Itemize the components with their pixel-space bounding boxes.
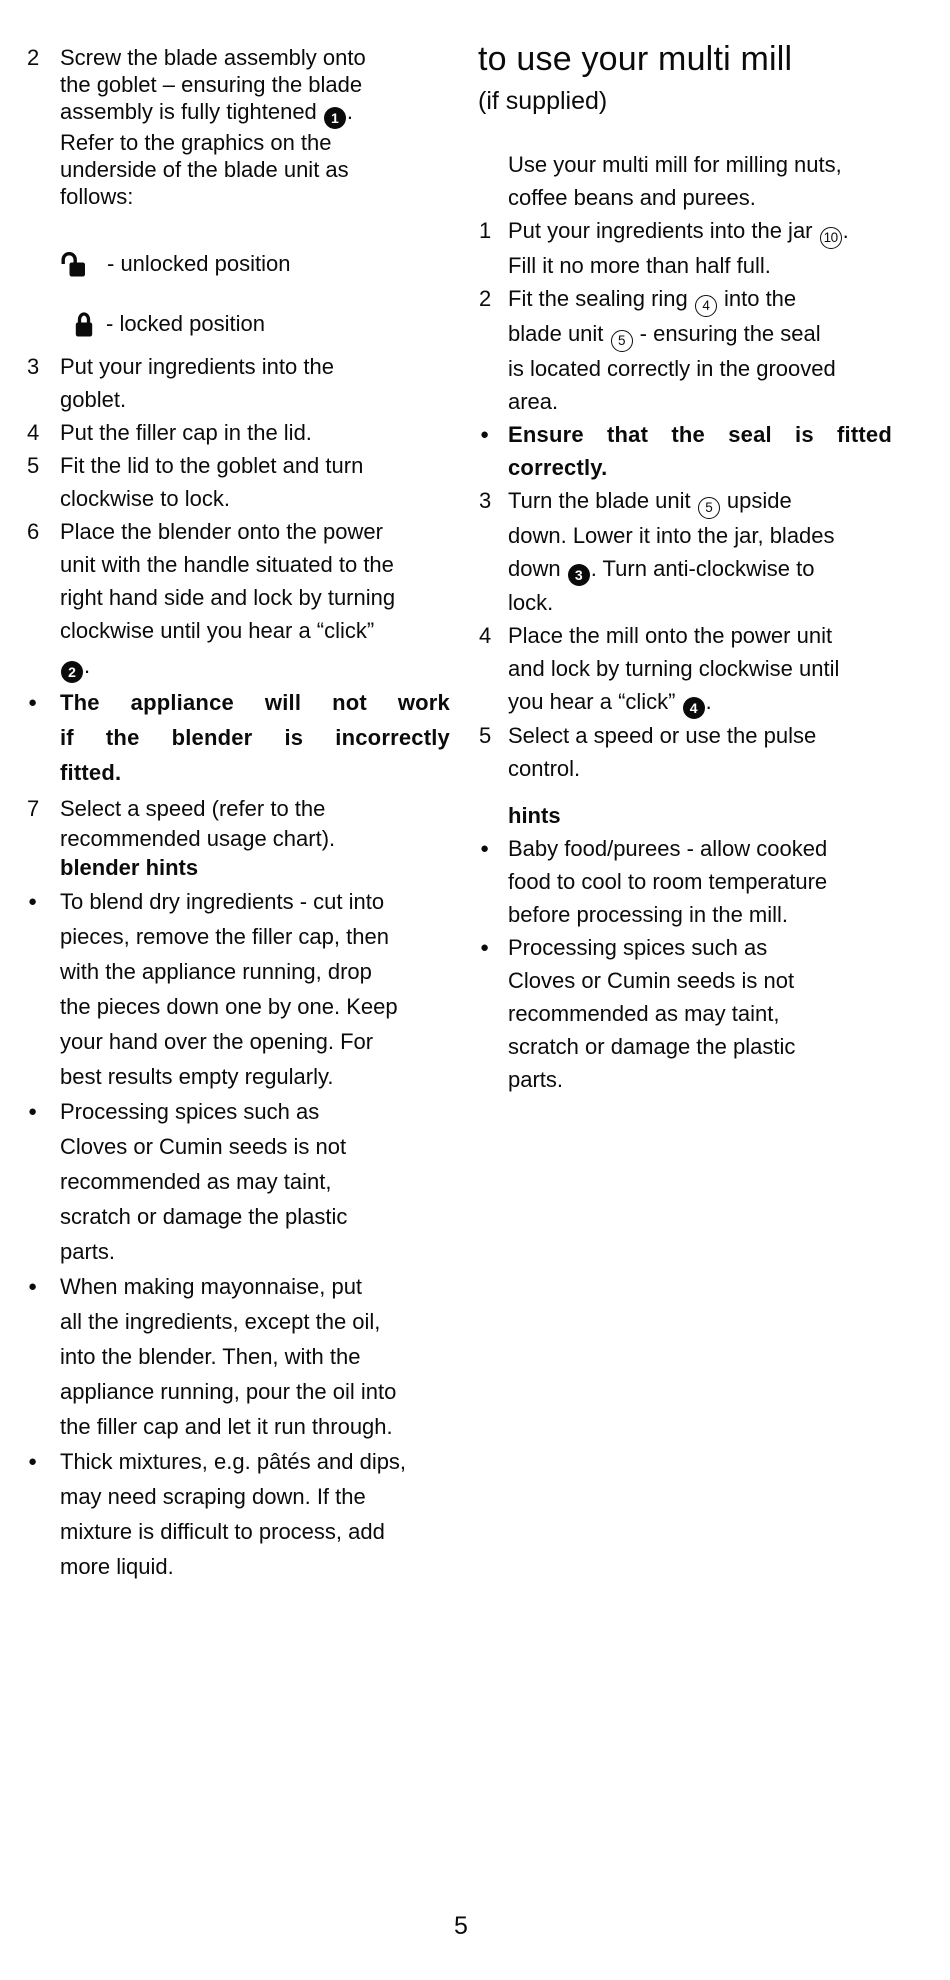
hints-heading [478,799,892,832]
step-item [478,619,892,719]
text-line: if the blender is incorrectly [60,725,450,750]
text-line: mixture is difficult to process, add [60,1519,385,1544]
text-line: Use your multi mill for milling nuts, [508,152,842,177]
text-line: Place the blender onto the power [60,519,383,544]
text-line: Baby food/purees - allow cooked [508,836,828,861]
text-line: area. [508,389,559,414]
text-line: blade unit 5 - ensuring the seal [508,317,892,352]
text-line: Put your ingredients into the [60,354,334,379]
warning-bullet [26,685,450,790]
text-line: underside of the blade unit as [60,157,349,182]
step-number: 6 [27,519,40,544]
hint-bullet [26,1094,450,1269]
text-line: recommended as may taint, [508,1001,780,1026]
hint-bullet [26,884,450,1094]
section-subtitle: (if supplied) [478,87,608,115]
bullet-marker: ● [28,893,38,910]
text-line: Cloves or Cumin seeds is not [508,968,795,993]
step-item [478,214,892,282]
icon-legend-row [26,238,450,290]
left-column [26,0,450,1584]
text-line: Ensure that the seal is fitted [508,422,892,447]
filled-number-badge: 2 [61,661,83,683]
text-line: To blend dry ingredients - cut into [60,889,385,914]
text-line: assembly is fully tightened 1 . [60,98,450,129]
icon-legend-label: - unlocked position [107,251,291,276]
filled-number-badge: 4 [683,697,705,719]
section-title: to use your multi mill [478,40,793,78]
text-line: Select a speed or use the pulse [508,723,817,748]
text-line: Cloves or Cumin seeds is not [60,1134,347,1159]
text-line: into the blender. Then, with the [60,1344,361,1369]
step-number: 3 [27,354,40,379]
step-item [478,719,892,785]
hint-bullet [26,1444,450,1584]
bullet-marker: ● [28,1103,38,1120]
step-number: 5 [479,723,492,748]
text-line: Put the filler cap in the lid. [60,420,312,445]
text-line: scratch or damage the plastic [508,1034,796,1059]
text-line: Select a speed (refer to the [60,796,326,821]
text-line: appliance running, pour the oil into [60,1379,397,1404]
outlined-number-badge: 5 [698,497,720,519]
text-line: Fit the sealing ring 4 into the [508,282,892,317]
step-item [26,350,450,416]
text-line: the goblet – ensuring the blade [60,72,363,97]
text-line: and lock by turning clockwise until [508,656,840,681]
text-line: right hand side and lock by turning [60,585,396,610]
text-line: the pieces down one by one. Keep [60,994,398,1019]
text-line: Fill it no more than half full. [508,253,771,278]
step-item [26,44,450,210]
text-line: coffee beans and purees. [508,185,756,210]
text-line: your hand over the opening. For [60,1029,374,1054]
text-line: When making mayonnaise, put [60,1274,363,1299]
hint-bullet [26,1269,450,1444]
bullet-marker: ● [480,426,490,443]
text-line: down 3 . Turn anti-clockwise to [508,552,892,586]
unlock-icon [60,251,90,278]
text-line: control. [508,756,581,781]
step-item [26,794,450,854]
outlined-number-badge: 10 [820,227,842,249]
text-line: clockwise to lock. [60,486,230,511]
text-line: Turn the blade unit 5 upside [508,484,892,519]
right-column [478,0,892,1096]
outlined-number-badge: 5 [611,330,633,352]
text-line: clockwise until you hear a “click” [60,618,375,643]
text-line: parts. [60,1239,116,1264]
text-line: unit with the handle situated to the [60,552,394,577]
filled-number-badge: 3 [568,564,590,586]
step-number: 2 [479,286,492,311]
step-item [26,515,450,685]
step-item [478,282,892,418]
step-number: 1 [479,218,492,243]
bullet-marker: ● [28,1453,38,1470]
text-line: Screw the blade assembly onto [60,45,366,70]
text-line: fitted. [60,760,122,785]
text-line: pieces, remove the filler cap, then [60,924,389,949]
text-line: hints [508,803,561,828]
hint-bullet [478,832,892,931]
text-line: Place the mill onto the power unit [508,623,833,648]
icon-legend-row [26,298,450,350]
text-line: before processing in the mill. [508,902,789,927]
hint-bullet [478,931,892,1096]
step-number: 4 [27,420,40,445]
text-line: with the appliance running, drop [60,959,372,984]
text-line: The appliance will not work [60,690,450,715]
text-line: Processing spices such as [508,935,768,960]
text-line: recommended as may taint, [60,1169,332,1194]
text-line: blender hints [60,855,199,880]
text-line: down. Lower it into the jar, blades [508,523,835,548]
text-line: 2 . [60,647,450,685]
text-line: best results empty regularly. [60,1064,334,1089]
text-line: the filler cap and let it run through. [60,1414,393,1439]
text-line: Fit the lid to the goblet and turn [60,453,364,478]
text-line: follows: [60,184,134,209]
step-number: 3 [479,488,492,513]
text-line: lock. [508,590,554,615]
text-line: Processing spices such as [60,1099,320,1124]
step-item [26,416,450,449]
outlined-number-badge: 4 [695,295,717,317]
text-line: is located correctly in the grooved [508,356,836,381]
bullet-marker: ● [480,939,490,956]
hints-heading [26,854,450,881]
filled-number-badge: 1 [324,107,346,129]
step-number: 5 [27,453,40,478]
text-line: recommended usage chart). [60,826,336,851]
step-number: 2 [27,45,40,70]
text-line: correctly. [508,455,608,480]
text-line: Thick mixtures, e.g. pâtés and dips, [60,1449,407,1474]
text-line: parts. [508,1067,564,1092]
text-line: scratch or damage the plastic [60,1204,348,1229]
text-line: Refer to the graphics on the [60,130,332,155]
step-number: 4 [479,623,492,648]
lock-icon [73,311,95,338]
bullet-marker: ● [28,1278,38,1295]
text-line: may need scraping down. If the [60,1484,366,1509]
text-line: goblet. [60,387,127,412]
text-line: Put your ingredients into the jar 10 . [508,214,892,249]
step-number: 7 [27,796,40,821]
text-line: all the ingredients, except the oil, [60,1309,381,1334]
text-line: food to cool to room temperature [508,869,828,894]
warning-bullet [478,418,892,484]
text-line: more liquid. [60,1554,174,1579]
text-line: you hear a “click” 4 . [508,685,892,719]
icon-legend-label: - locked position [106,311,265,336]
page-number: 5 [454,1912,468,1940]
intro-paragraph [478,148,892,214]
step-item [478,484,892,619]
bullet-marker: ● [28,694,38,711]
bullet-marker: ● [480,840,490,857]
step-item [26,449,450,515]
